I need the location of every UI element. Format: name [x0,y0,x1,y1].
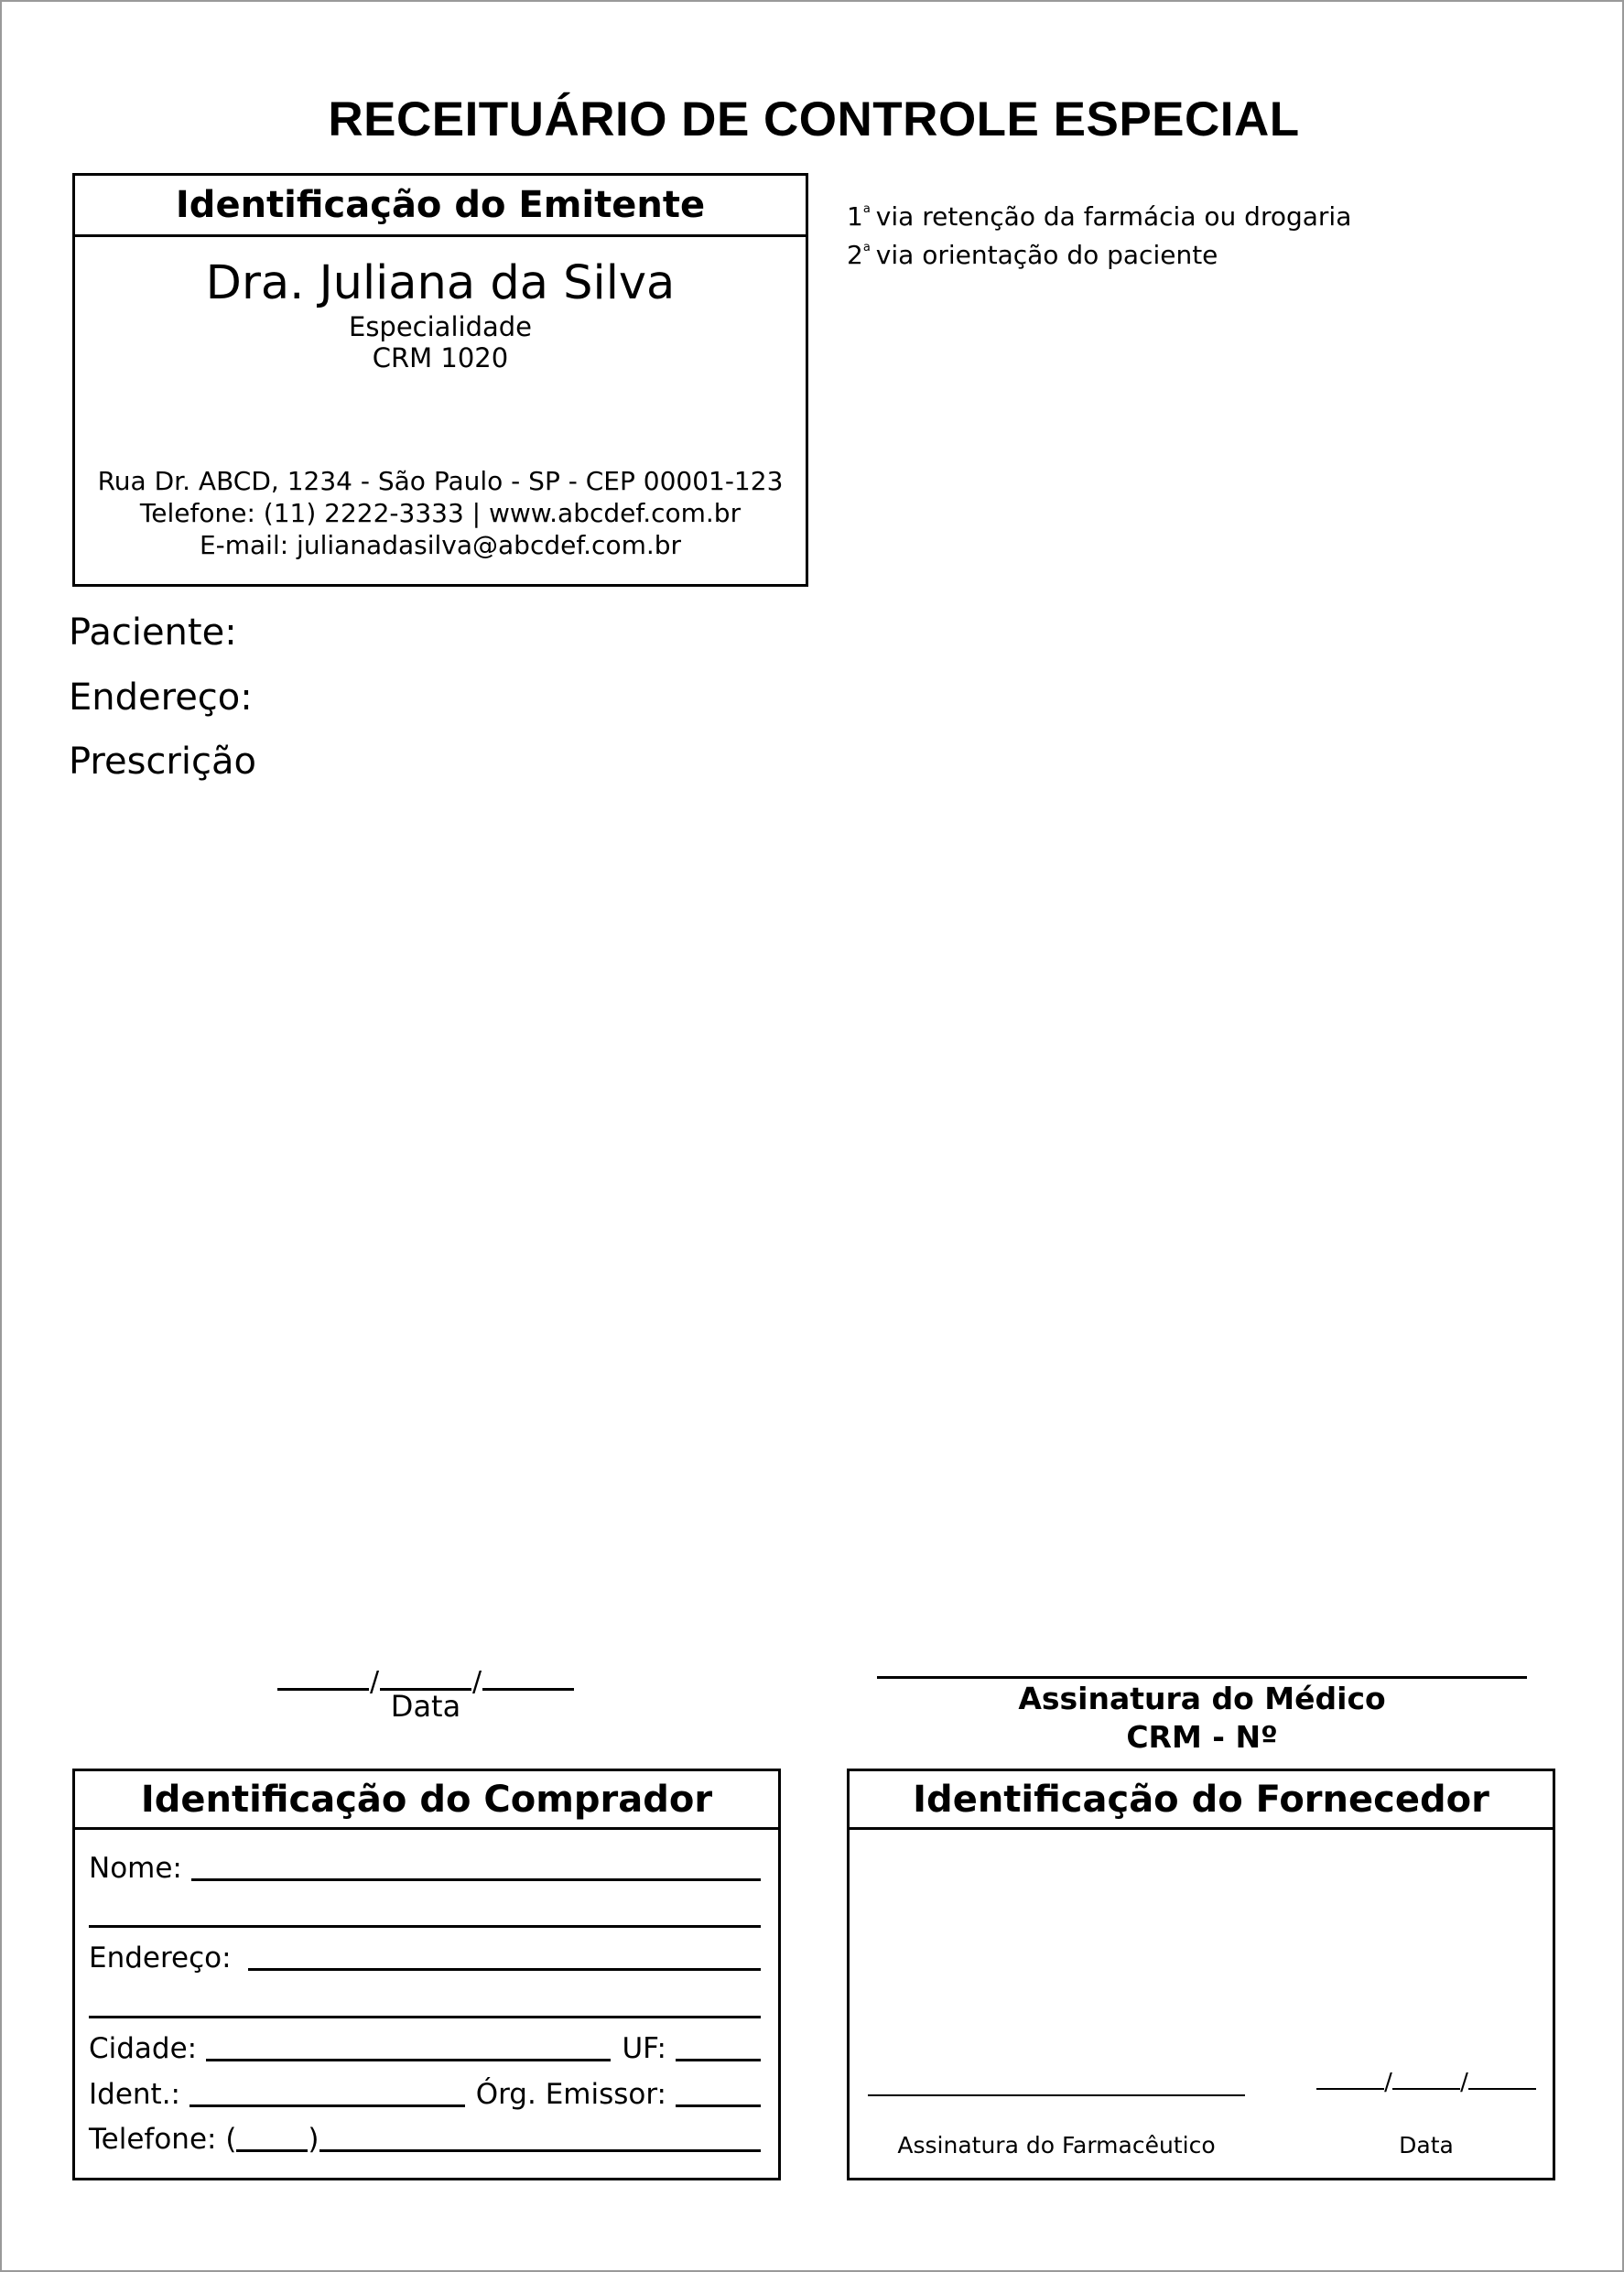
doctor-signature-line[interactable] [877,1676,1527,1679]
pharmacist-signature-line[interactable] [868,2094,1245,2096]
doctor-signature-title: Assinatura do Médico [1018,1681,1386,1716]
fornecedor-date-year-slot[interactable] [1468,2088,1536,2090]
fornecedor-date-label: Data [1399,2132,1454,2158]
ident-row [89,2078,761,2111]
cidade-label: Cidade: [89,2032,198,2065]
orgao-line[interactable] [676,2104,761,2107]
telefone-ddd-line[interactable] [236,2148,308,2152]
telefone-row [89,2123,761,2156]
vias-notes [847,194,1351,271]
via-2 [847,233,1351,271]
pharmacist-signature-label: Assinatura do Farmacêutico [897,2132,1216,2158]
uf-label: UF: [622,2032,666,2065]
page-title: RECEITUÁRIO DE CONTROLE ESPECIAL [328,92,1300,146]
nome-row [89,1852,761,1885]
nome-label: Nome: [89,1852,182,1885]
ident-line[interactable] [189,2104,465,2107]
ident-label: Ident.: [89,2078,180,2111]
endereco-row-2 [89,1987,761,2022]
date-label: Data [390,1689,461,1724]
doctor-specialty: Especialidade [349,311,532,342]
telefone-label: Telefone: ( [89,2123,237,2156]
cidade-row [89,2032,761,2065]
telefone-close: ) [308,2123,319,2156]
telefone-line[interactable] [319,2148,761,2152]
orgao-label: Órg. Emissor: [475,2078,666,2111]
nome-line-2[interactable] [89,1924,761,1928]
fornecedor-date-field[interactable] [1316,2069,1536,2096]
via-1 [847,194,1351,233]
comprador-endereco-label: Endereço: [89,1942,232,1974]
emitente-box [72,173,808,587]
fornecedor-box [847,1769,1555,2180]
via-2-number: 2 [847,240,863,270]
comprador-box [72,1769,781,2180]
nome-line[interactable] [191,1877,761,1881]
fornecedor-date-month-slot[interactable] [1392,2088,1460,2090]
comprador-header: Identificação do Comprador [75,1771,778,1830]
via-2-sup: a [862,241,871,254]
endereco-row [89,1942,761,1974]
endereco-line-2[interactable] [89,2015,761,2018]
fornecedor-date-separator: / [1384,2069,1392,2096]
emitente-header: Identificação do Emitente [75,176,806,237]
doctor-signature-crm: CRM - Nº [1126,1719,1278,1755]
date-separator: / [471,1666,482,1698]
date-separator: / [369,1666,380,1698]
doctor-phone-web: Telefone: (11) 2222-3333 | www.abcdef.com.br [139,498,742,528]
doctor-signature-label [877,1680,1527,1757]
doctor-crm: CRM 1020 [372,342,509,373]
paciente-label: Paciente: [69,611,237,654]
endereco-label: Endereço: [69,676,253,719]
cidade-line[interactable] [206,2058,611,2061]
fornecedor-date-day-slot[interactable] [1316,2088,1384,2090]
via-2-text: via orientação do paciente [875,240,1218,270]
via-1-number: 1 [847,201,863,232]
doctor-name: Dra. Juliana da Silva [205,256,676,310]
nome-row-2 [89,1897,761,1931]
prescricao-label: Prescrição [69,741,256,783]
endereco-line[interactable] [248,1967,761,1971]
fornecedor-date-separator: / [1460,2069,1468,2096]
via-1-sup: a [862,202,871,216]
via-1-text: via retenção da farmácia ou drogaria [875,201,1352,232]
uf-line[interactable] [676,2058,761,2061]
fornecedor-header: Identificação do Fornecedor [850,1771,1553,1830]
doctor-address: Rua Dr. ABCD, 1234 - São Paulo - SP - CEP 00001-123 [97,466,784,496]
doctor-contact [75,465,806,561]
doctor-email: E-mail: julianadasilva@abcdef.com.br [199,530,682,560]
